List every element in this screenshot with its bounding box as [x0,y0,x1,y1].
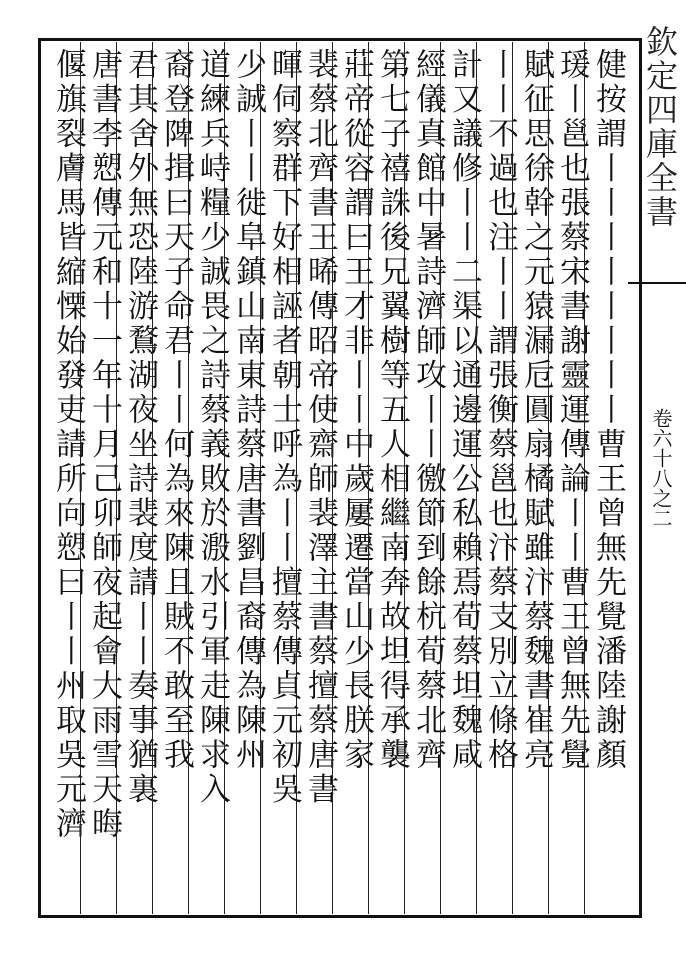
column-rule [116,42,117,914]
column-rule [440,42,441,914]
text-column-1: 健按謂丨丨丨丨丨丨丨丨曹王曾無先覺潘陸謝顏 [590,48,626,773]
column-rule [548,42,549,914]
column-rule [368,42,369,914]
column-rule [224,42,225,914]
text-column-16: 偃旗裂膚馬皆縮慄始發吏請所向愬曰丨丨州取吳元濟 [50,48,86,842]
text-column-12: 道練兵峙糧少誠畏之詩蔡義敗於溵水引軍走陳求入 [194,48,230,807]
header-rule [628,282,686,284]
text-column-5: 計又議修丨丨二渠以通邊運公私賴焉荀蔡坦魏咸 [446,48,482,773]
text-column-10: 暉伺察群下好相誣者朝士呼為丨丨擅蔡傳貞元初吳 [266,48,302,807]
column-rule [152,42,153,914]
column-rule [584,42,585,914]
text-column-3: 賦征思徐幹之元猿漏卮圓扇橘賦雖汴蔡魏書崔亮 [518,48,554,773]
column-rule [512,42,513,914]
text-column-14: 君其舍外無恐陸游鶩湖夜坐詩裴度請丨丨奏事猶裏 [122,48,158,807]
column-rule [80,42,81,914]
volume-label: 卷六十八之二 [649,408,673,528]
column-rule [332,42,333,914]
text-column-15: 唐書李愬傳元和十一年十月己卯師夜起會大雨雪天晦 [86,48,122,842]
text-column-11: 少誠丨丨徙阜鎮山南東詩蔡唐書劉昌裔傳為陳州 [230,48,266,773]
column-rule [260,42,261,914]
column-rule [296,42,297,914]
text-column-6: 經儀真館中暑詩濟師攻丨丨徼節到餘杭荀蔡北齊 [410,48,446,773]
text-column-9: 裴蔡北齊書王晞傳昭帝使齋師裴澤主書蔡擅蔡唐書 [302,48,338,807]
column-rule [404,42,405,914]
book-title: 欽定四庫全書 [641,25,679,229]
column-rule [476,42,477,914]
text-column-13: 裔登陴揖曰天子命君丨丨何為來陳且賊不敢至我 [158,48,194,773]
text-column-8: 莊帝從容謂曰王才非丨丨中歲屢遷當山少長朕家 [338,48,374,773]
text-column-7: 第七子禧誅後兄翼樹等五人相繼南奔故坦得承襲 [374,48,410,773]
column-rule [188,42,189,914]
text-column-4: 丨丨不過也注丨丨謂張衡蔡邕也汴蔡支別立條格 [482,48,518,773]
text-column-2: 瑗丨邕也張蔡宋書謝靈運傳論丨丨曹王曾無先覺 [554,48,590,773]
